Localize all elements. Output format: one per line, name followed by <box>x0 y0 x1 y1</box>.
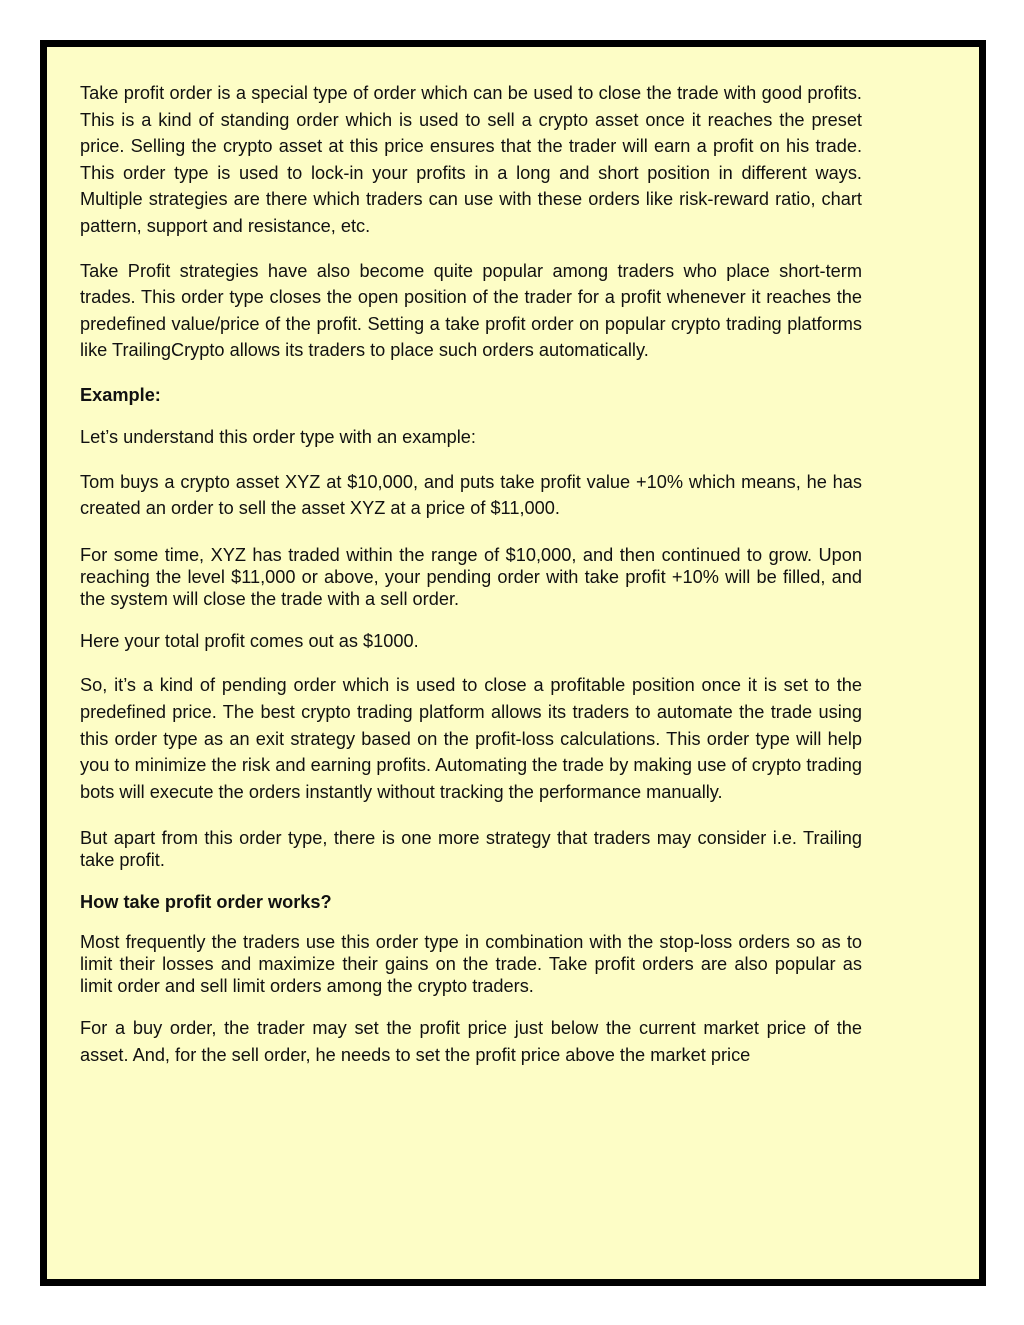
example-heading: Example: <box>80 384 161 405</box>
how-it-works-heading: How take profit order works? <box>80 892 332 913</box>
example-buy-paragraph: Tom buys a crypto asset XYZ at $10,000, and puts take profit value +10% which means, he has created an order to sell the asset XYZ at a price of $11,000. <box>80 471 862 519</box>
summary-paragraph: So, it’s a kind of pending order which is used to close a profitable position once it is set to the predefined price. The best crypto trading platform allows its traders to automate the trade using this order type as an exit strategy based on the profit-loss calculations. This order type will help you to minimize the risk and earning profits. Automating the trade by making use of crypto trading bots will execute the orders instantly without tracking the performance manually. <box>80 675 862 802</box>
works-paragraph-1: Most frequently the traders use this order type in combination with the stop-loss orders so as to limit their losses and maximize their gains on the trade. Take profit orders are also popular as limit order and sell limit orders among the crypto traders. <box>80 932 862 997</box>
example-total-paragraph: Here your total profit comes out as $1000. <box>80 630 419 651</box>
intro-paragraph-1: Take profit order is a special type of order which can be used to close the trade with good profits. This is a kind of standing order which is used to sell a crypto asset once it reaches the preset price. Selling the crypto asset at this price ensures that the trader will earn a profit on his trade. This order type is used to lock-in your profits in a long and short position in different ways. Multiple strategies are there which traders can use with these orders like risk-reward ratio, chart pattern, support and resistance, etc. <box>80 83 862 236</box>
trailing-paragraph: But apart from this order type, there is one more strategy that traders may consider i.e. Trailing take profit. <box>80 828 862 871</box>
works-paragraph-2: For a buy order, the trader may set the profit price just below the current market price of the asset. And, for the sell order, he needs to set the profit price above the market price <box>80 1018 862 1065</box>
example-intro-paragraph: Let’s understand this order type with an example: <box>80 426 476 447</box>
intro-paragraph-2: Take Profit strategies have also become quite popular among traders who place short-term trades. This order type closes the open position of the trader for a profit whenever it reaches the predefined value/price of the profit. Setting a take profit order on popular crypto trading platforms like TrailingCrypto allows its traders to place such orders automatically. <box>80 260 862 361</box>
document-body <box>80 80 862 1086</box>
example-range-paragraph: For some time, XYZ has traded within the range of $10,000, and then continued to grow. Upon reaching the level $11,000 or above, your pending order with take profit +10% will be filled, and the system will close the trade with a sell order. <box>80 544 862 609</box>
